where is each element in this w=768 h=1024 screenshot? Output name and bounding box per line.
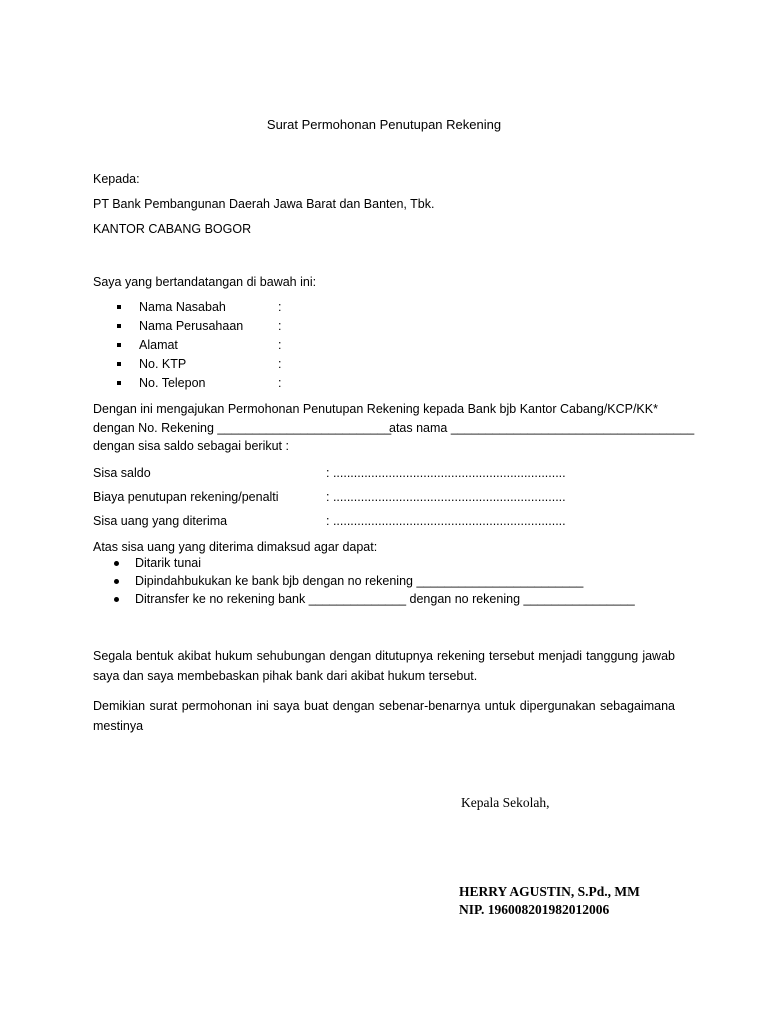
field-label: No. Telepon [139, 376, 206, 390]
balance-label: Sisa saldo [93, 466, 151, 480]
balance-value: : ................................................................... [326, 466, 566, 480]
field-colon: : [278, 376, 282, 390]
signature-role: Kepala Sekolah, [461, 795, 550, 810]
request-line-3: dengan sisa saldo sebagai berikut : [93, 439, 289, 453]
request-account-name: atas nama ___________________________________ [389, 421, 695, 435]
balance-value: : ................................................................... [326, 490, 566, 504]
request-line-1: Dengan ini mengajukan Permohonan Penutupan Rekening kepada Bank bjb Kantor Cabang/KCP/KK* [93, 402, 658, 416]
letter-title: Surat Permohonan Penutupan Rekening [266, 117, 502, 132]
square-bullet-icon [117, 324, 121, 328]
liability-paragraph: Segala bentuk akibat hukum sehubungan dengan ditutupnya rekening tersebut menjadi tanggung jawab saya dan saya membebaskan pihak bank dari akibat hukum tersebut. [93, 649, 675, 683]
recipient-branch: KANTOR CABANG BOGOR [93, 222, 252, 236]
closing-paragraph: Demikian surat permohonan ini saya buat dengan sebenar-benarnya untuk dipergunakan sebagaimana mestinya [93, 699, 675, 733]
square-bullet-icon [117, 343, 121, 347]
balance-label: Sisa uang yang diterima [93, 514, 228, 528]
field-label: Nama Perusahaan [139, 319, 244, 333]
signature-nip: NIP. 196008201982012006 [459, 902, 610, 917]
purpose-option: Ditransfer ke no rekening bank ______________ dengan no rekening ________________ [135, 592, 635, 606]
field-label: Alamat [139, 338, 178, 352]
field-label: No. KTP [139, 357, 187, 371]
balance-label: Biaya penutupan rekening/penalti [93, 490, 279, 504]
square-bullet-icon [117, 381, 121, 385]
purpose-intro: Atas sisa uang yang diterima dimaksud agar dapat: [93, 540, 378, 554]
field-colon: : [278, 357, 282, 371]
field-label: Nama Nasabah [139, 300, 226, 314]
signature-name: HERRY AGUSTIN, S.Pd., MM [459, 884, 640, 899]
field-colon: : [278, 319, 282, 333]
purpose-option: Ditarik tunai [135, 556, 201, 570]
field-colon: : [278, 338, 282, 352]
field-colon: : [278, 300, 282, 314]
square-bullet-icon [117, 362, 121, 366]
recipient-bank: PT Bank Pembangunan Daerah Jawa Barat dan Banten, Tbk. [93, 197, 435, 211]
purpose-option: Dipindahbukukan ke bank bjb dengan no rekening ________________________ [135, 574, 584, 588]
round-bullet-icon [114, 561, 119, 566]
square-bullet-icon [117, 305, 121, 309]
balance-value: : ................................................................... [326, 514, 566, 528]
round-bullet-icon [114, 597, 119, 602]
request-account-number: dengan No. Rekening _________________________ [93, 421, 392, 435]
round-bullet-icon [114, 579, 119, 584]
recipient-greeting: Kepada: [93, 172, 140, 186]
intro-text: Saya yang bertandatangan di bawah ini: [93, 275, 317, 289]
